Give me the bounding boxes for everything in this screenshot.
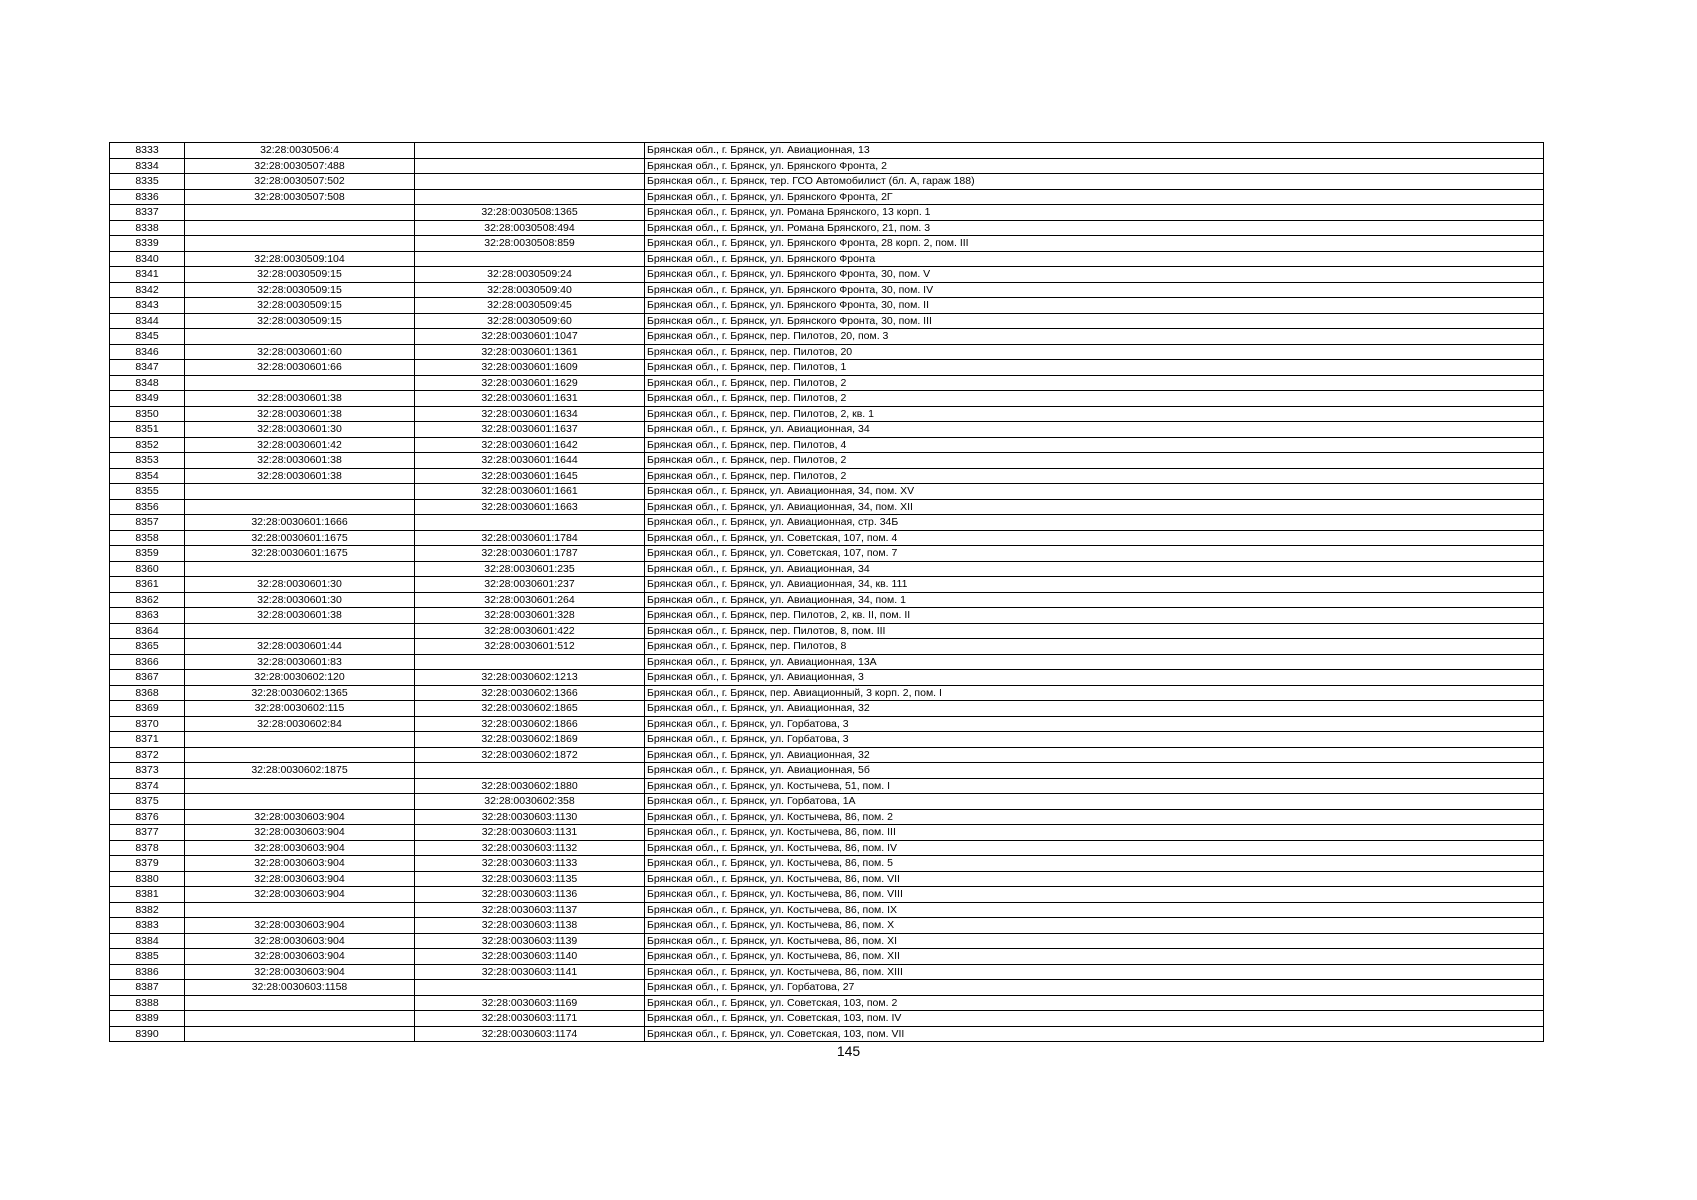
land-cadastral-number-cell: 32:28:0030603:904 — [185, 918, 415, 934]
land-cadastral-number-cell: 32:28:0030602:1875 — [185, 763, 415, 779]
land-cadastral-number-cell: 32:28:0030602:120 — [185, 670, 415, 686]
table-row — [110, 422, 1544, 438]
table-row — [110, 267, 1544, 283]
table-row — [110, 499, 1544, 515]
table-row — [110, 995, 1544, 1011]
building-cadastral-number-cell: 32:28:0030601:1645 — [415, 468, 645, 484]
land-cadastral-number-cell: 32:28:0030603:904 — [185, 809, 415, 825]
building-cadastral-number-cell: 32:28:0030601:422 — [415, 623, 645, 639]
row-number-cell: 8384 — [110, 933, 185, 949]
address-cell: Брянская обл., г. Брянск, пер. Пилотов, 20, пом. 3 — [645, 329, 1544, 345]
address-cell: Брянская обл., г. Брянск, ул. Авиационная, 13А — [645, 654, 1544, 670]
address-cell: Брянская обл., г. Брянск, пер. Пилотов, 2 — [645, 453, 1544, 469]
table-row — [110, 298, 1544, 314]
land-cadastral-number-cell — [185, 329, 415, 345]
table-row — [110, 902, 1544, 918]
row-number-cell: 8371 — [110, 732, 185, 748]
building-cadastral-number-cell: 32:28:0030603:1141 — [415, 964, 645, 980]
land-cadastral-number-cell: 32:28:0030601:38 — [185, 608, 415, 624]
row-number-cell: 8346 — [110, 344, 185, 360]
address-cell: Брянская обл., г. Брянск, ул. Брянского Фронта, 2 — [645, 158, 1544, 174]
table-row — [110, 809, 1544, 825]
land-cadastral-number-cell: 32:28:0030602:84 — [185, 716, 415, 732]
address-cell: Брянская обл., г. Брянск, ул. Авиационная, стр. 34Б — [645, 515, 1544, 531]
table-row — [110, 608, 1544, 624]
row-number-cell: 8390 — [110, 1026, 185, 1042]
row-number-cell: 8373 — [110, 763, 185, 779]
address-cell: Брянская обл., г. Брянск, ул. Костычева, 86, пом. VII — [645, 871, 1544, 887]
row-number-cell: 8338 — [110, 220, 185, 236]
land-cadastral-number-cell: 32:28:0030603:1158 — [185, 980, 415, 996]
land-cadastral-number-cell — [185, 220, 415, 236]
row-number-cell: 8351 — [110, 422, 185, 438]
table-row — [110, 732, 1544, 748]
land-cadastral-number-cell — [185, 732, 415, 748]
row-number-cell: 8383 — [110, 918, 185, 934]
table-row — [110, 623, 1544, 639]
land-cadastral-number-cell: 32:28:0030509:15 — [185, 282, 415, 298]
table-row — [110, 778, 1544, 794]
building-cadastral-number-cell: 32:28:0030601:1637 — [415, 422, 645, 438]
land-cadastral-number-cell: 32:28:0030601:1666 — [185, 515, 415, 531]
address-cell: Брянская обл., г. Брянск, пер. Пилотов, 2, кв. II, пом. II — [645, 608, 1544, 624]
land-cadastral-number-cell: 32:28:0030601:44 — [185, 639, 415, 655]
building-cadastral-number-cell: 32:28:0030601:1631 — [415, 391, 645, 407]
building-cadastral-number-cell: 32:28:0030508:859 — [415, 236, 645, 252]
building-cadastral-number-cell — [415, 515, 645, 531]
building-cadastral-number-cell: 32:28:0030603:1130 — [415, 809, 645, 825]
land-cadastral-number-cell: 32:28:0030509:15 — [185, 298, 415, 314]
land-cadastral-number-cell — [185, 778, 415, 794]
building-cadastral-number-cell: 32:28:0030603:1139 — [415, 933, 645, 949]
land-cadastral-number-cell — [185, 794, 415, 810]
building-cadastral-number-cell: 32:28:0030508:494 — [415, 220, 645, 236]
table-row — [110, 592, 1544, 608]
address-cell: Брянская обл., г. Брянск, ул. Советская, 103, пом. IV — [645, 1011, 1544, 1027]
table-row — [110, 840, 1544, 856]
building-cadastral-number-cell: 32:28:0030601:1609 — [415, 360, 645, 376]
table-row — [110, 220, 1544, 236]
address-cell: Брянская обл., г. Брянск, пер. Пилотов, 20 — [645, 344, 1544, 360]
building-cadastral-number-cell: 32:28:0030603:1137 — [415, 902, 645, 918]
address-cell: Брянская обл., г. Брянск, ул. Авиационная, 34, пом. XV — [645, 484, 1544, 500]
address-cell: Брянская обл., г. Брянск, ул. Брянского Фронта — [645, 251, 1544, 267]
land-cadastral-number-cell — [185, 1011, 415, 1027]
table-row — [110, 282, 1544, 298]
row-number-cell: 8336 — [110, 189, 185, 205]
land-cadastral-number-cell: 32:28:0030603:904 — [185, 840, 415, 856]
building-cadastral-number-cell — [415, 158, 645, 174]
address-cell: Брянская обл., г. Брянск, ул. Советская, 107, пом. 7 — [645, 546, 1544, 562]
land-cadastral-number-cell — [185, 499, 415, 515]
building-cadastral-number-cell — [415, 174, 645, 190]
building-cadastral-number-cell: 32:28:0030509:60 — [415, 313, 645, 329]
address-cell: Брянская обл., г. Брянск, пер. Авиационный, 3 корп. 2, пом. I — [645, 685, 1544, 701]
land-cadastral-number-cell: 32:28:0030601:38 — [185, 453, 415, 469]
address-cell: Брянская обл., г. Брянск, ул. Авиационная, 34, кв. 111 — [645, 577, 1544, 593]
building-cadastral-number-cell: 32:28:0030509:40 — [415, 282, 645, 298]
land-cadastral-number-cell: 32:28:0030601:30 — [185, 422, 415, 438]
table-row — [110, 360, 1544, 376]
land-cadastral-number-cell: 32:28:0030509:104 — [185, 251, 415, 267]
building-cadastral-number-cell: 32:28:0030601:237 — [415, 577, 645, 593]
building-cadastral-number-cell: 32:28:0030601:264 — [415, 592, 645, 608]
table-row — [110, 1011, 1544, 1027]
row-number-cell: 8380 — [110, 871, 185, 887]
land-cadastral-number-cell: 32:28:0030603:904 — [185, 949, 415, 965]
row-number-cell: 8372 — [110, 747, 185, 763]
row-number-cell: 8357 — [110, 515, 185, 531]
building-cadastral-number-cell: 32:28:0030601:1644 — [415, 453, 645, 469]
table-row — [110, 313, 1544, 329]
address-cell: Брянская обл., г. Брянск, ул. Костычева, 86, пом. X — [645, 918, 1544, 934]
row-number-cell: 8379 — [110, 856, 185, 872]
row-number-cell: 8366 — [110, 654, 185, 670]
address-cell: Брянская обл., г. Брянск, ул. Брянского Фронта, 2Г — [645, 189, 1544, 205]
row-number-cell: 8360 — [110, 561, 185, 577]
page-number: 145 — [836, 1043, 861, 1059]
land-cadastral-number-cell: 32:28:0030603:904 — [185, 856, 415, 872]
row-number-cell: 8378 — [110, 840, 185, 856]
table-row — [110, 546, 1544, 562]
building-cadastral-number-cell: 32:28:0030602:1213 — [415, 670, 645, 686]
row-number-cell: 8334 — [110, 158, 185, 174]
address-cell: Брянская обл., г. Брянск, ул. Брянского Фронта, 30, пом. II — [645, 298, 1544, 314]
building-cadastral-number-cell: 32:28:0030602:1866 — [415, 716, 645, 732]
table-row — [110, 747, 1544, 763]
land-cadastral-number-cell: 32:28:0030601:83 — [185, 654, 415, 670]
land-cadastral-number-cell — [185, 484, 415, 500]
building-cadastral-number-cell: 32:28:0030602:1366 — [415, 685, 645, 701]
table-row — [110, 406, 1544, 422]
row-number-cell: 8388 — [110, 995, 185, 1011]
address-cell: Брянская обл., г. Брянск, ул. Горбатова, 3 — [645, 732, 1544, 748]
land-cadastral-number-cell — [185, 561, 415, 577]
address-cell: Брянская обл., г. Брянск, ул. Авиационная, 32 — [645, 747, 1544, 763]
building-cadastral-number-cell: 32:28:0030603:1131 — [415, 825, 645, 841]
building-cadastral-number-cell: 32:28:0030603:1169 — [415, 995, 645, 1011]
building-cadastral-number-cell: 32:28:0030602:1872 — [415, 747, 645, 763]
building-cadastral-number-cell: 32:28:0030601:1787 — [415, 546, 645, 562]
address-cell: Брянская обл., г. Брянск, ул. Костычева, 86, пом. IX — [645, 902, 1544, 918]
address-cell: Брянская обл., г. Брянск, ул. Советская, 107, пом. 4 — [645, 530, 1544, 546]
land-cadastral-number-cell: 32:28:0030601:38 — [185, 406, 415, 422]
land-cadastral-number-cell — [185, 623, 415, 639]
table-row — [110, 205, 1544, 221]
land-cadastral-number-cell — [185, 236, 415, 252]
address-cell: Брянская обл., г. Брянск, пер. Пилотов, 8, пом. III — [645, 623, 1544, 639]
address-cell: Брянская обл., г. Брянск, ул. Костычева, 86, пом. III — [645, 825, 1544, 841]
table-row — [110, 639, 1544, 655]
address-cell: Брянская обл., г. Брянск, ул. Костычева, 86, пом. IV — [645, 840, 1544, 856]
address-cell: Брянская обл., г. Брянск, ул. Брянского Фронта, 28 корп. 2, пом. III — [645, 236, 1544, 252]
table-row — [110, 654, 1544, 670]
land-cadastral-number-cell — [185, 1026, 415, 1042]
row-number-cell: 8349 — [110, 391, 185, 407]
row-number-cell: 8377 — [110, 825, 185, 841]
land-cadastral-number-cell: 32:28:0030601:30 — [185, 577, 415, 593]
property-table — [109, 142, 1544, 1042]
land-cadastral-number-cell: 32:28:0030506:4 — [185, 143, 415, 159]
table-row — [110, 189, 1544, 205]
table-row — [110, 949, 1544, 965]
table-row — [110, 468, 1544, 484]
address-cell: Брянская обл., г. Брянск, ул. Советская, 103, пом. 2 — [645, 995, 1544, 1011]
building-cadastral-number-cell: 32:28:0030601:235 — [415, 561, 645, 577]
building-cadastral-number-cell: 32:28:0030601:1663 — [415, 499, 645, 515]
row-number-cell: 8387 — [110, 980, 185, 996]
address-cell: Брянская обл., г. Брянск, ул. Романа Брянского, 21, пом. 3 — [645, 220, 1544, 236]
address-cell: Брянская обл., г. Брянск, ул. Брянского Фронта, 30, пом. III — [645, 313, 1544, 329]
address-cell: Брянская обл., г. Брянск, пер. Пилотов, 8 — [645, 639, 1544, 655]
table-row — [110, 437, 1544, 453]
row-number-cell: 8359 — [110, 546, 185, 562]
land-cadastral-number-cell: 32:28:0030601:42 — [185, 437, 415, 453]
building-cadastral-number-cell — [415, 143, 645, 159]
row-number-cell: 8337 — [110, 205, 185, 221]
building-cadastral-number-cell: 32:28:0030603:1132 — [415, 840, 645, 856]
land-cadastral-number-cell: 32:28:0030601:38 — [185, 468, 415, 484]
row-number-cell: 8376 — [110, 809, 185, 825]
land-cadastral-number-cell — [185, 205, 415, 221]
building-cadastral-number-cell: 32:28:0030603:1171 — [415, 1011, 645, 1027]
row-number-cell: 8369 — [110, 701, 185, 717]
land-cadastral-number-cell: 32:28:0030507:502 — [185, 174, 415, 190]
land-cadastral-number-cell: 32:28:0030601:66 — [185, 360, 415, 376]
building-cadastral-number-cell: 32:28:0030601:1361 — [415, 344, 645, 360]
address-cell: Брянская обл., г. Брянск, ул. Костычева, 86, пом. XIII — [645, 964, 1544, 980]
land-cadastral-number-cell: 32:28:0030601:60 — [185, 344, 415, 360]
building-cadastral-number-cell: 32:28:0030602:1880 — [415, 778, 645, 794]
land-cadastral-number-cell: 32:28:0030603:904 — [185, 887, 415, 903]
building-cadastral-number-cell: 32:28:0030602:358 — [415, 794, 645, 810]
building-cadastral-number-cell — [415, 251, 645, 267]
table-row — [110, 670, 1544, 686]
table-row — [110, 1026, 1544, 1042]
row-number-cell: 8344 — [110, 313, 185, 329]
address-cell: Брянская обл., г. Брянск, ул. Горбатова, 1А — [645, 794, 1544, 810]
table-row — [110, 964, 1544, 980]
table-row — [110, 871, 1544, 887]
row-number-cell: 8367 — [110, 670, 185, 686]
building-cadastral-number-cell: 32:28:0030603:1138 — [415, 918, 645, 934]
building-cadastral-number-cell: 32:28:0030509:24 — [415, 267, 645, 283]
land-cadastral-number-cell: 32:28:0030603:904 — [185, 933, 415, 949]
building-cadastral-number-cell — [415, 654, 645, 670]
address-cell: Брянская обл., г. Брянск, тер. ГСО Автомобилист (бл. А, гараж 188) — [645, 174, 1544, 190]
address-cell: Брянская обл., г. Брянск, ул. Горбатова, 27 — [645, 980, 1544, 996]
table-row — [110, 530, 1544, 546]
address-cell: Брянская обл., г. Брянск, ул. Брянского Фронта, 30, пом. V — [645, 267, 1544, 283]
row-number-cell: 8342 — [110, 282, 185, 298]
building-cadastral-number-cell: 32:28:0030602:1865 — [415, 701, 645, 717]
table-row — [110, 453, 1544, 469]
row-number-cell: 8335 — [110, 174, 185, 190]
table-row — [110, 484, 1544, 500]
table-row — [110, 685, 1544, 701]
address-cell: Брянская обл., г. Брянск, ул. Авиационная, 5б — [645, 763, 1544, 779]
row-number-cell: 8363 — [110, 608, 185, 624]
building-cadastral-number-cell: 32:28:0030509:45 — [415, 298, 645, 314]
row-number-cell: 8352 — [110, 437, 185, 453]
row-number-cell: 8353 — [110, 453, 185, 469]
address-cell: Брянская обл., г. Брянск, ул. Костычева, 86, пом. 2 — [645, 809, 1544, 825]
table-row — [110, 918, 1544, 934]
row-number-cell: 8370 — [110, 716, 185, 732]
land-cadastral-number-cell: 32:28:0030601:30 — [185, 592, 415, 608]
address-cell: Брянская обл., г. Брянск, ул. Авиационная, 3 — [645, 670, 1544, 686]
table-row — [110, 856, 1544, 872]
row-number-cell: 8375 — [110, 794, 185, 810]
land-cadastral-number-cell: 32:28:0030509:15 — [185, 313, 415, 329]
building-cadastral-number-cell — [415, 189, 645, 205]
row-number-cell: 8385 — [110, 949, 185, 965]
address-cell: Брянская обл., г. Брянск, ул. Костычева, 86, пом. 5 — [645, 856, 1544, 872]
building-cadastral-number-cell: 32:28:0030603:1174 — [415, 1026, 645, 1042]
row-number-cell: 8358 — [110, 530, 185, 546]
address-cell: Брянская обл., г. Брянск, пер. Пилотов, 2, кв. 1 — [645, 406, 1544, 422]
table-row — [110, 701, 1544, 717]
land-cadastral-number-cell — [185, 747, 415, 763]
address-cell: Брянская обл., г. Брянск, ул. Костычева, 86, пом. XI — [645, 933, 1544, 949]
row-number-cell: 8333 — [110, 143, 185, 159]
land-cadastral-number-cell — [185, 902, 415, 918]
table-row — [110, 933, 1544, 949]
address-cell: Брянская обл., г. Брянск, ул. Брянского Фронта, 30, пом. IV — [645, 282, 1544, 298]
building-cadastral-number-cell: 32:28:0030603:1140 — [415, 949, 645, 965]
address-cell: Брянская обл., г. Брянск, ул. Советская, 103, пом. VII — [645, 1026, 1544, 1042]
row-number-cell: 8350 — [110, 406, 185, 422]
row-number-cell: 8354 — [110, 468, 185, 484]
land-cadastral-number-cell: 32:28:0030601:1675 — [185, 546, 415, 562]
land-cadastral-number-cell: 32:28:0030601:1675 — [185, 530, 415, 546]
building-cadastral-number-cell: 32:28:0030603:1133 — [415, 856, 645, 872]
building-cadastral-number-cell: 32:28:0030601:1661 — [415, 484, 645, 500]
table-row — [110, 980, 1544, 996]
table-row — [110, 158, 1544, 174]
table-row — [110, 716, 1544, 732]
land-cadastral-number-cell — [185, 995, 415, 1011]
row-number-cell: 8347 — [110, 360, 185, 376]
building-cadastral-number-cell: 32:28:0030601:512 — [415, 639, 645, 655]
table-row — [110, 143, 1544, 159]
row-number-cell: 8356 — [110, 499, 185, 515]
building-cadastral-number-cell: 32:28:0030601:1784 — [415, 530, 645, 546]
address-cell: Брянская обл., г. Брянск, пер. Пилотов, 4 — [645, 437, 1544, 453]
address-cell: Брянская обл., г. Брянск, пер. Пилотов, 2 — [645, 468, 1544, 484]
building-cadastral-number-cell: 32:28:0030601:1047 — [415, 329, 645, 345]
building-cadastral-number-cell: 32:28:0030601:1634 — [415, 406, 645, 422]
land-cadastral-number-cell: 32:28:0030602:115 — [185, 701, 415, 717]
land-cadastral-number-cell: 32:28:0030601:38 — [185, 391, 415, 407]
land-cadastral-number-cell: 32:28:0030509:15 — [185, 267, 415, 283]
table-row — [110, 329, 1544, 345]
land-cadastral-number-cell: 32:28:0030602:1365 — [185, 685, 415, 701]
row-number-cell: 8341 — [110, 267, 185, 283]
row-number-cell: 8339 — [110, 236, 185, 252]
building-cadastral-number-cell: 32:28:0030602:1869 — [415, 732, 645, 748]
address-cell: Брянская обл., г. Брянск, ул. Авиационная, 34, пом. XII — [645, 499, 1544, 515]
row-number-cell: 8364 — [110, 623, 185, 639]
address-cell: Брянская обл., г. Брянск, ул. Авиационная, 34 — [645, 422, 1544, 438]
table-row — [110, 825, 1544, 841]
table-row — [110, 887, 1544, 903]
address-cell: Брянская обл., г. Брянск, ул. Костычева, 86, пом. VIII — [645, 887, 1544, 903]
land-cadastral-number-cell: 32:28:0030507:488 — [185, 158, 415, 174]
row-number-cell: 8386 — [110, 964, 185, 980]
row-number-cell: 8345 — [110, 329, 185, 345]
address-cell: Брянская обл., г. Брянск, ул. Романа Брянского, 13 корп. 1 — [645, 205, 1544, 221]
address-cell: Брянская обл., г. Брянск, ул. Авиационная, 34 — [645, 561, 1544, 577]
table-body — [110, 143, 1544, 1042]
row-number-cell: 8355 — [110, 484, 185, 500]
building-cadastral-number-cell: 32:28:0030601:328 — [415, 608, 645, 624]
address-cell: Брянская обл., г. Брянск, ул. Авиационная, 32 — [645, 701, 1544, 717]
land-cadastral-number-cell — [185, 375, 415, 391]
table-row — [110, 763, 1544, 779]
row-number-cell: 8374 — [110, 778, 185, 794]
row-number-cell: 8389 — [110, 1011, 185, 1027]
building-cadastral-number-cell: 32:28:0030603:1135 — [415, 871, 645, 887]
row-number-cell: 8362 — [110, 592, 185, 608]
address-cell: Брянская обл., г. Брянск, ул. Авиационная, 13 — [645, 143, 1544, 159]
table-row — [110, 375, 1544, 391]
building-cadastral-number-cell — [415, 763, 645, 779]
address-cell: Брянская обл., г. Брянск, пер. Пилотов, 2 — [645, 391, 1544, 407]
building-cadastral-number-cell — [415, 980, 645, 996]
land-cadastral-number-cell: 32:28:0030603:904 — [185, 964, 415, 980]
row-number-cell: 8381 — [110, 887, 185, 903]
row-number-cell: 8343 — [110, 298, 185, 314]
table-row — [110, 794, 1544, 810]
row-number-cell: 8361 — [110, 577, 185, 593]
row-number-cell: 8382 — [110, 902, 185, 918]
land-cadastral-number-cell: 32:28:0030603:904 — [185, 825, 415, 841]
table-row — [110, 174, 1544, 190]
table-row — [110, 391, 1544, 407]
address-cell: Брянская обл., г. Брянск, ул. Авиационная, 34, пом. 1 — [645, 592, 1544, 608]
table-row — [110, 236, 1544, 252]
land-cadastral-number-cell: 32:28:0030603:904 — [185, 871, 415, 887]
address-cell: Брянская обл., г. Брянск, ул. Костычева, 86, пом. XII — [645, 949, 1544, 965]
table-row — [110, 561, 1544, 577]
row-number-cell: 8365 — [110, 639, 185, 655]
table-row — [110, 577, 1544, 593]
building-cadastral-number-cell: 32:28:0030508:1365 — [415, 205, 645, 221]
row-number-cell: 8348 — [110, 375, 185, 391]
row-number-cell: 8340 — [110, 251, 185, 267]
table-row — [110, 344, 1544, 360]
address-cell: Брянская обл., г. Брянск, пер. Пилотов, 1 — [645, 360, 1544, 376]
address-cell: Брянская обл., г. Брянск, ул. Костычева, 51, пом. I — [645, 778, 1544, 794]
address-cell: Брянская обл., г. Брянск, пер. Пилотов, 2 — [645, 375, 1544, 391]
land-cadastral-number-cell: 32:28:0030507:508 — [185, 189, 415, 205]
table-row — [110, 251, 1544, 267]
building-cadastral-number-cell: 32:28:0030603:1136 — [415, 887, 645, 903]
building-cadastral-number-cell: 32:28:0030601:1642 — [415, 437, 645, 453]
row-number-cell: 8368 — [110, 685, 185, 701]
table-row — [110, 515, 1544, 531]
building-cadastral-number-cell: 32:28:0030601:1629 — [415, 375, 645, 391]
address-cell: Брянская обл., г. Брянск, ул. Горбатова, 3 — [645, 716, 1544, 732]
